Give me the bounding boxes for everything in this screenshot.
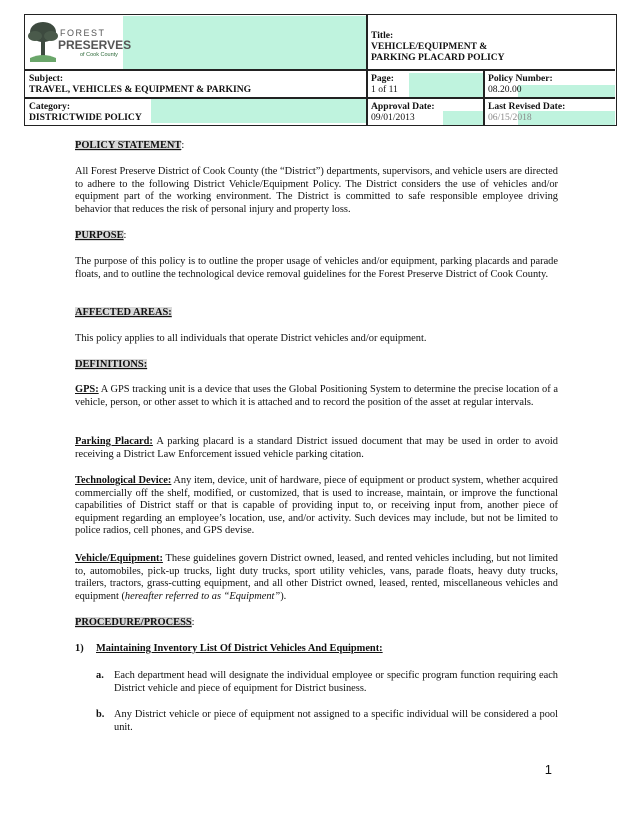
divider — [25, 97, 615, 99]
page-value: 1 of 11 — [371, 84, 398, 95]
policy-statement-text: All Forest Preserve District of Cook County (the “District”) departments, supervisors, and vehicle users are directed to adhere to the following District Vehicle/Equipment Policy. The District considers the use of vehicles and/or equipment part of the working environment. The District is committed to safe responsible employee driving behavior that reduces the risk of personal injury and property loss. — [75, 166, 558, 215]
last-revised-cell — [485, 100, 613, 124]
logo-text-county: of Cook County — [80, 52, 118, 58]
definition-parking-placard — [75, 436, 558, 461]
forest-preserves-logo — [28, 18, 132, 64]
vehicle-italic: hereafter referred to as “Equipment” — [124, 590, 281, 602]
item-1-number: 1) — [75, 643, 84, 654]
policy-number-label: Policy Number: — [488, 73, 553, 84]
gps-term: GPS: — [75, 384, 99, 395]
procedure-heading: PROCEDURE/PROCESS: — [75, 617, 195, 628]
page-cell — [368, 72, 480, 96]
affected-areas-heading: AFFECTED AREAS: — [75, 307, 172, 318]
definition-vehicle-equipment — [75, 553, 558, 603]
logo-text-preserves: PRESERVES — [58, 38, 132, 52]
item-a-label: a. — [96, 670, 104, 681]
title-cell — [368, 29, 608, 64]
purpose-text: The purpose of this policy is to outline the proper usage of vehicles and/or equipment, parking placards and parade floats, and to outline the technological device removal guidelines for the Forest Preserve District of Cook County. — [75, 256, 558, 280]
item-1-title: Maintaining Inventory List Of District Vehicles And Equipment: — [96, 643, 383, 654]
item-b-text: Any District vehicle or piece of equipment not assigned to a specific individual will be considered a pool unit. — [114, 709, 558, 733]
page-number: 1 — [544, 762, 552, 777]
subject-label: Subject: — [29, 73, 64, 84]
logo-text-forest: FOREST — [60, 28, 106, 38]
title-line-2: PARKING PLACARD POLICY — [371, 52, 505, 63]
last-revised-value: 06/15/2018 — [488, 112, 532, 123]
policy-number-value: 08.20.00 — [488, 84, 522, 95]
approval-date-cell — [368, 100, 480, 124]
purpose-heading: PURPOSE: — [75, 230, 127, 241]
vehicle-term: Vehicle/Equipment: — [75, 553, 163, 564]
category-cell — [26, 100, 364, 124]
approval-date-label: Approval Date: — [371, 101, 435, 112]
gps-text: A GPS tracking unit is a device that uses the Global Positioning System to determine the precise location of a vehicle, person, or other asset to which it is attached and to record the position of the asset at regular intervals. — [75, 384, 558, 408]
affected-areas-text: This policy applies to all individuals that operate District vehicles and/or equipment. — [75, 333, 427, 344]
page-label: Page: — [371, 73, 394, 84]
vehicle-text: These guidelines govern District owned, leased, and rented vehicles including, but not limited to, automobiles, pick-up trucks, light duty trucks, sport utility vehicles, vans, parade floats, heavy duty trucks, trailers, tractors, grass-cutting equipment, and all other District owned, leased, rented, miscellaneous vehicles and equipment ( — [75, 553, 558, 602]
tree-logo-icon — [28, 20, 58, 64]
divider — [25, 69, 615, 71]
category-label: Category: — [29, 101, 71, 112]
item-a-text: Each department head will designate the individual employee or specific program function requiring each District vehicle and piece of equipment for District business. — [114, 670, 558, 694]
title-label: Title: — [371, 30, 394, 41]
title-line-1: VEHICLE/EQUIPMENT & — [371, 41, 488, 52]
definition-technological-device — [75, 475, 558, 538]
highlight-block — [123, 16, 366, 69]
placard-text: A parking placard is a standard District issued document that may be used in order to avoid receiving a District Law Enforcement issued vehicle parking citation. — [75, 436, 558, 460]
definition-gps — [75, 384, 558, 409]
policy-number-cell — [485, 72, 613, 96]
subject-cell — [26, 72, 364, 96]
policy-statement-heading: POLICY STATEMENT: — [75, 140, 185, 151]
approval-date-value: 09/01/2013 — [371, 112, 415, 123]
definitions-heading: DEFINITIONS: — [75, 359, 148, 370]
placard-term: Parking Placard: — [75, 436, 153, 447]
category-value: DISTRICTWIDE POLICY — [29, 112, 142, 123]
item-b-label: b. — [96, 709, 105, 720]
subject-value: TRAVEL, VEHICLES & EQUIPMENT & PARKING — [29, 84, 252, 95]
vehicle-end: ). — [280, 590, 287, 602]
tech-term: Technological Device: — [75, 475, 172, 486]
policy-header-table — [24, 14, 617, 126]
last-revised-label: Last Revised Date: — [488, 101, 566, 112]
tech-text: Any item, device, unit of hardware, piece of equipment or product system, whether acquired commercially off the shelf, modified, or customized, that is used to increase, maintain, or improve the functional capabilities of District staff or that is capable of providing input to, or receiving input from, another piece of equipment regarding an employee’s location, use, and/or activity. Such devices may include, but not be limited to police radios, cell phones, and GPS devise. — [75, 475, 558, 537]
